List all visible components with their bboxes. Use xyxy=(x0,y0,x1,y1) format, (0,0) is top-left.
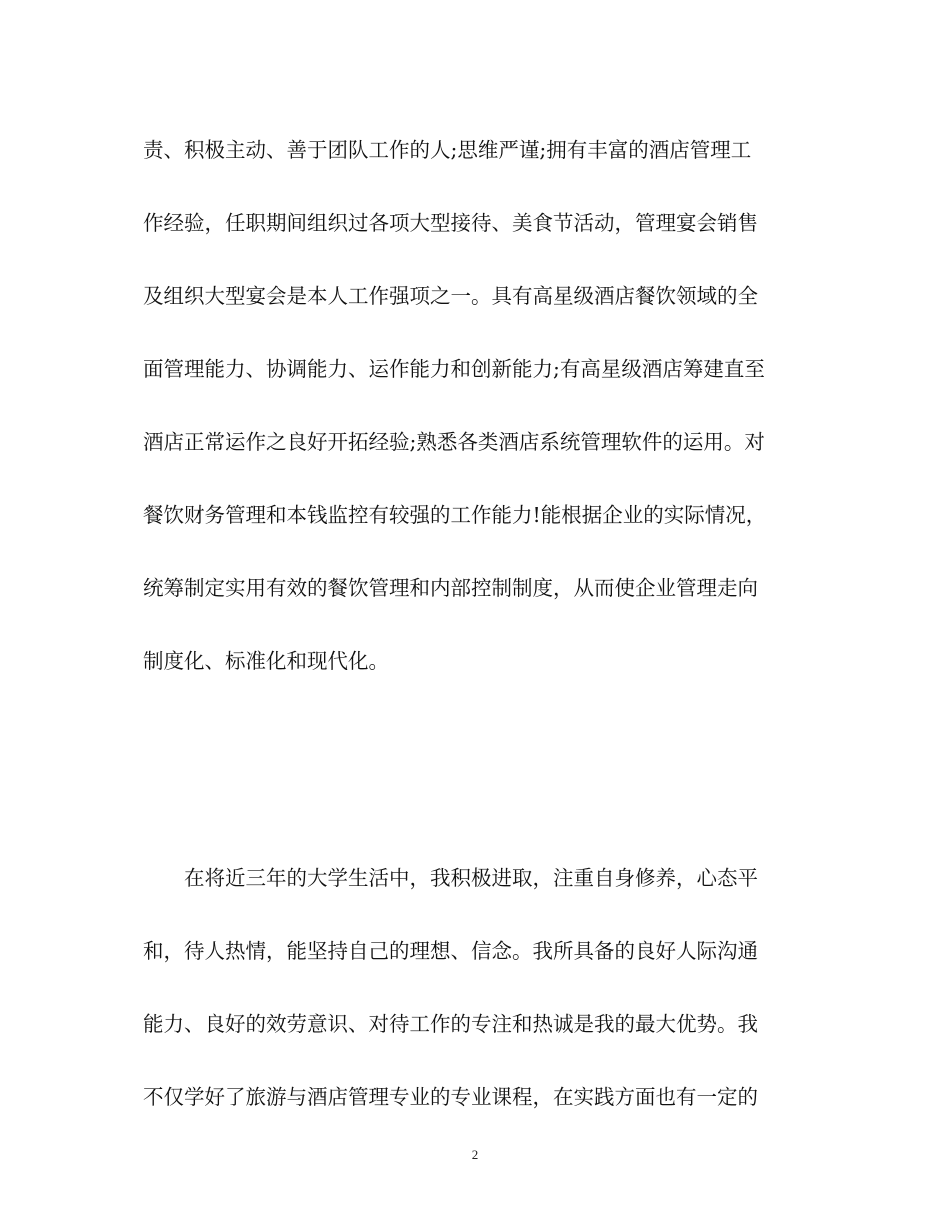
paragraph-line: 和，待人热情，能坚持自己的理想、信念。我所具备的良好人际沟通 xyxy=(143,939,758,963)
paragraph-2 xyxy=(143,850,808,1142)
paragraph-line: 制度化、标准化和现代化。 xyxy=(143,649,389,673)
paragraph-line: 能力、良好的效劳意识、对待工作的专注和热诚是我的最大优势。我 xyxy=(143,1012,758,1036)
page-number: 2 xyxy=(471,1147,479,1162)
paragraph-line: 不仅学好了旅游与酒店管理专业的专业课程，在实践方面也有一定的 xyxy=(143,1085,758,1109)
paragraph-line: 统筹制定实用有效的餐饮管理和内部控制制度，从而使企业管理走向 xyxy=(143,576,758,600)
paragraph-line: 作经验，任职期间组织过各项大型接待、美食节活动，管理宴会销售 xyxy=(143,211,758,235)
paragraph-line: 及组织大型宴会是本人工作强项之一。具有高星级酒店餐饮领域的全 xyxy=(143,284,758,308)
paragraph-line: 在将近三年的大学生活中，我积极进取，注重自身修养，心态平 xyxy=(184,866,758,890)
paragraph-line: 责、积极主动、善于团队工作的人;思维严谨;拥有丰富的酒店管理工 xyxy=(143,138,752,162)
paragraph-line: 餐饮财务管理和本钱监控有较强的工作能力!能根据企业的实际情况， xyxy=(143,503,767,527)
paragraph-1 xyxy=(143,122,808,706)
paragraph-line: 酒店正常运作之良好开拓经验;熟悉各类酒店系统管理软件的运用。对 xyxy=(143,430,765,454)
paragraph-line: 面管理能力、协调能力、运作能力和创新能力;有高星级酒店筹建直至 xyxy=(143,357,765,381)
